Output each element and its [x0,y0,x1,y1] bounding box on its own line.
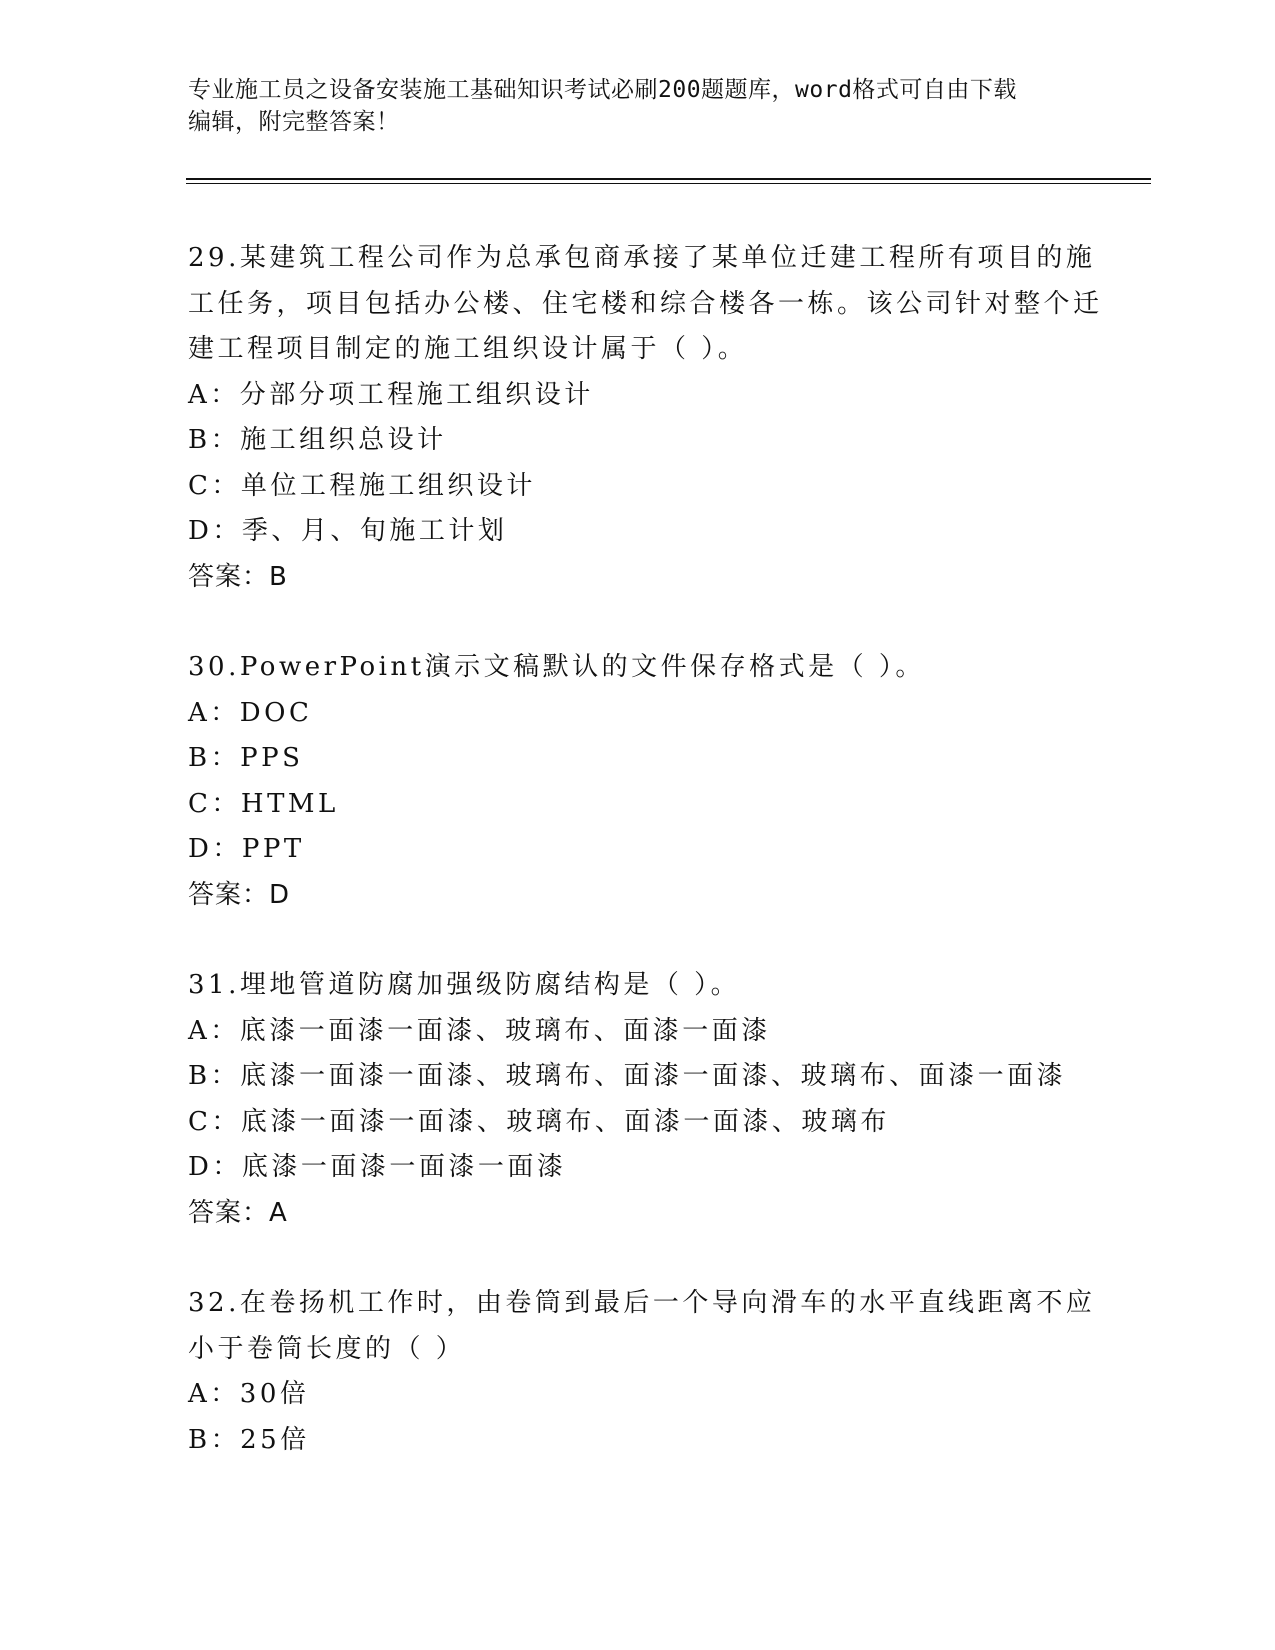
question-31 [188,963,1108,1236]
option-b: B：PPS [188,743,304,773]
option-d: D：季、月、旬施工计划 [188,516,508,546]
option-a: A：DOC [188,697,313,728]
header-divider-thin [186,183,1151,184]
question-text: 32.在卷扬机工作时，由卷筒到最后一个导向滑车的水平直线距离不应小于卷筒长度的（ ） [188,1288,1096,1364]
option-b: B：底漆一面漆一面漆、玻璃布、面漆一面漆、玻璃布、面漆一面漆 [188,1061,1067,1091]
option-a: A：分部分项工程施工组织设计 [188,379,594,410]
question-text: 29.某建筑工程公司作为总承包商承接了某单位迁建工程所有项目的施工任务，项目包括办公楼、住宅楼和综合楼各一栋。该公司针对整个迁建工程项目制定的施工组织设计属于（ ）。 [188,243,1103,364]
question-text: 30.PowerPoint演示文稿默认的文件保存格式是（ ）。 [188,652,925,682]
option-c: C：单位工程施工组织设计 [188,470,536,501]
header-divider-thick [186,178,1151,180]
option-c: C：HTML [188,788,339,819]
answer: 答案：B [188,561,288,592]
document-header [188,74,1088,138]
question-32 [188,1281,1108,1463]
option-d: D：PPT [188,834,305,864]
option-c: C：底漆一面漆一面漆、玻璃布、面漆一面漆、玻璃布 [188,1106,890,1137]
option-d: D：底漆一面漆一面漆一面漆 [188,1152,567,1182]
option-b: B：25倍 [188,1424,310,1455]
header-line-1: 专业施工员之设备安装施工基础知识考试必刷200题题库，word格式可自由下载 [188,77,1017,103]
question-29 [188,236,1108,600]
option-a: A：底漆一面漆一面漆、玻璃布、面漆一面漆 [188,1015,771,1046]
question-list [188,236,1108,1508]
answer: 答案：D [188,879,291,910]
option-b: B：施工组织总设计 [188,425,447,455]
header-line-2: 编辑，附完整答案！ [188,109,400,135]
question-text: 31.埋地管道防腐加强级防腐结构是（ ）。 [188,970,741,1000]
question-30 [188,645,1108,918]
answer: 答案：A [188,1197,288,1228]
option-a: A：30倍 [188,1379,310,1409]
